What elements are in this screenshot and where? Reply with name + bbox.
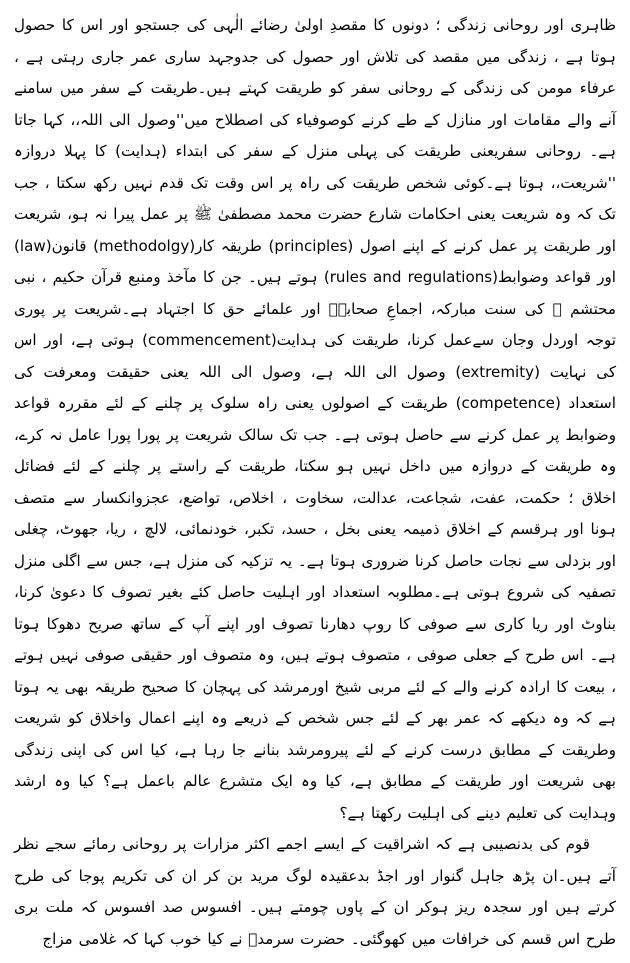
document-body xyxy=(14,10,616,955)
paragraph-2: قوم کی بدنصیبی ہے کہ اشراقیت کے ایسے اجمے اکثر مزارات پر روحانی رمائے سجے نظر آتے ہیں۔ان پڑھ جاہل گنوار اور اجڈ بدعقیدہ لوگ مرید بن کر ان کی تکریم پوجا کی طرح کرتے ہیں اور سجدہ ریز ہوکر ان کے پاوں چومتے ہیں۔ افسوس صد افسوس کہ ملت بری طرح اس قسم کی خرافات میں کھوگئی۔ حضرت سرمدؒ نے کیا خوب کہا کہ غلامی مزاج xyxy=(14,835,616,948)
paragraph-1: ظاہری اور روحانی زندگی ؛ دونوں کا مقصدِ اولیٰ رضائے الٰہی کی جستجو اور اس کا حصول ہوتا ہے ، زندگی میں مقصد کی تلاش اور حصول کی جدوجہد ساری عمر جاری رہتی ہے ، عرفاء مومن کی زندگی کے روحانی سفر کو طریقت کہتے ہیں۔طریقت کے سفر میں سامنے آنے والے مقامات اور منازل کے طے کرنے کوصوفیاء کی اصطلاح میں''وصول الی اللہ،، کہا جاتا ہے۔ روحانی سفریعنی طریقت کی پہلی منزل کے سفر کی ابتداء (ہدایت) کا پہلا دروازہ ''شریعت،، ہوتا ہے۔کوئی شخص طریقت کی راہ پر اس وقت تک قدم نہیں رکھ سکتا ، جب تک کہ وہ شریعت یعنی احکامات شارع حضرت محمد مصطفیٰ ﷺ پر عمل پیرا نہ ہو، شریعت اور طریقت پر عمل کرنے کے اپنے اصول (principles) طریقہ کار(methodolgy) قانون(law) اور قواعد وضوابط(rules and regulations) ہوتے ہیں۔ جن کا مآخذ ومنبع قرآن حکیم ، نبی محتشم ﷺ کی سنت مبارکہ، اجماعِ صحابہؓ اور علمائے حق کا اجتہاد ہے۔شریعت پر پوری توجہ اوردل وجان سےعمل کرنا، طریقت کی ہدایت(commencement) ہوتی ہے، اور اس کی نہایت (extremity) وصول الی اللہ ہے، وصول الی اللہ یعنی حقیقت ومعرفت کی استعداد (competence) طریقت کے اصولوں یعنی راہ سلوک پر چلنے کے لئے مقررہ قواعد وضوابط پر عمل کرنے سے حاصل ہوتی ہے۔ جب تک سالک شریعت پر پورا پورا عامل نہ کرے، وہ طریقت کے دروازہ میں داخل نہیں ہو سکتا، طریقت کے راستے پر چلنے کے لئے فضائل اخلاق ؛ حکمت، عفت، شجاعت، عدالت، سخاوت ، اخلاص، تواضع، عجزوانکسار سے متصف ہونا اور ہرقسم کے اخلاق ذمیمہ یعنی بخل ، حسد، تکبر، خودنمائی، لالچ ، ریا، جھوٹ، چغلی اور بزدلی سے نجات حاصل کرنا ضروری ہوتا ہے۔ یہ تزکیہ کی منزل ہے، جس سے اگلی منزل تصفیہ کی شروع ہوتی ہے۔مطلوبہ استعداد اور اہلیت حاصل کئے بغیر تصوف کا دعویٰ کرنا، بناوٹ اور ریا کاری سے صوفی کا روپ دھارنا تصوف اور اپنے آپ کے ساتھ صریح دھوکا ہوتا ہے۔ اس طرح کے جعلی صوفی ، متصوف ہوتے ہیں، وہ متصوف اور حقیقی صوفی نہیں ہوتے ، بیعت کا ارادہ کرنے والے کے لئے مربی شیخ اورمرشد کی پہچان کا صحیح طریقہ بھی یہ ہوتا ہے کہ وہ دیکھے کہ عمر بھر کے لئے جس شخص کے ذریعے وہ اپنے اعمال واخلاق کو شریعت وطریقت کے مطابق درست کرنے کے لئے پیرومرشد بنانے جا رہا ہے، کیا اس کی اپنی زندگی بھی شریعت اور طریقت کے مطابق ہے، کیا وہ ایک متشرع عالم باعمل ہے؟ کیا وہ ارشد وہدایت کی تعلیم دینے کی اہلیت رکھتا ہے؟ xyxy=(14,16,617,822)
